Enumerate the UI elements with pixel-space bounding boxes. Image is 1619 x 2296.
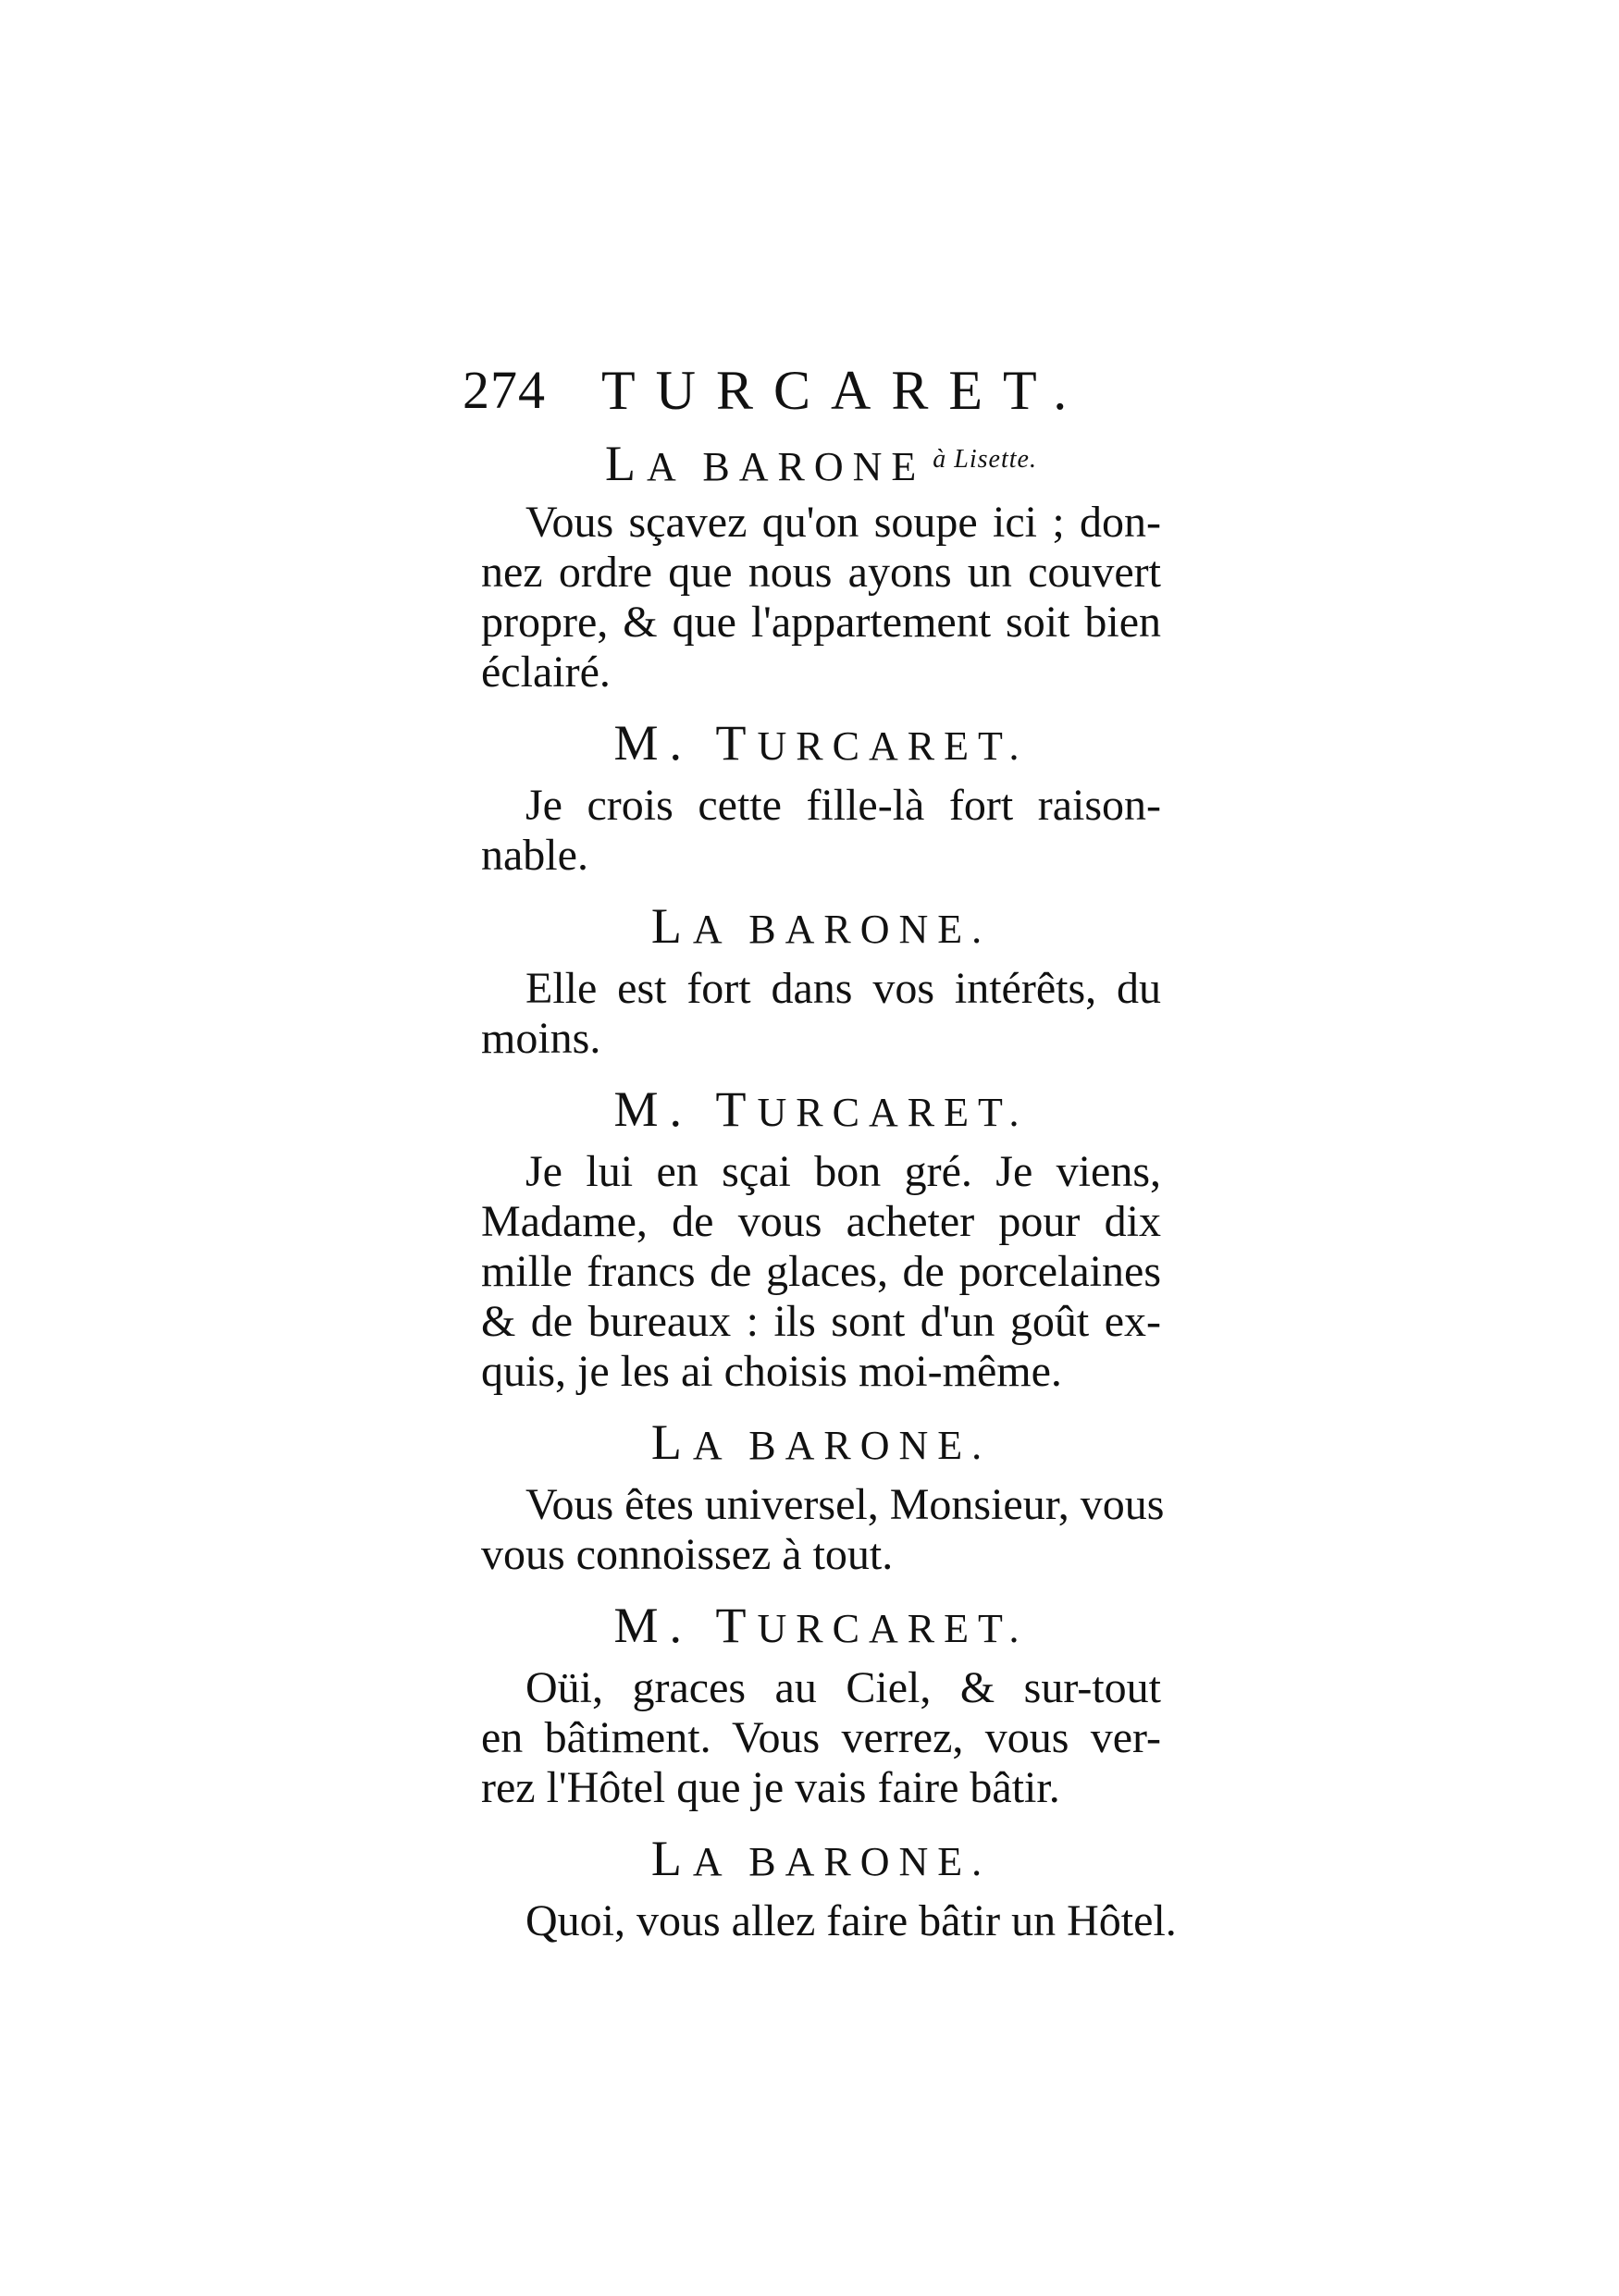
speaker-name: URCARET. <box>757 1090 1029 1135</box>
speaker-heading <box>481 715 1161 771</box>
text-line: en bâtiment. Vous verrez, vous ver- <box>481 1713 1161 1762</box>
text-line: Madame, de vous acheter pour dix <box>481 1197 1161 1246</box>
text-line: Je lui en sçai bon gré. Je viens, <box>525 1147 1161 1196</box>
speaker-heading <box>481 435 1161 491</box>
text-line: Je crois cette fille-là fort raison- <box>525 781 1161 830</box>
text-line: Vous êtes universel, Monsieur, vous <box>525 1480 1165 1529</box>
speaker-name: A BARONE <box>647 444 926 489</box>
speaker-initial: M. T <box>613 715 758 771</box>
speaker-heading <box>481 1831 1161 1886</box>
page-header <box>463 359 1088 424</box>
text-line: Oüi, graces au Ciel, & sur-tout <box>525 1663 1161 1712</box>
dialogue-paragraph <box>481 1480 1165 1580</box>
dialogue-paragraph <box>481 964 1161 1064</box>
text-line: Elle est fort dans vos intérêts, du <box>525 964 1161 1013</box>
text-line: rez l'Hôtel que je vais faire bâtir. <box>481 1763 1060 1812</box>
text-line: propre, & que l'appartement soit bien <box>481 598 1161 647</box>
speaker-name: A BARONE. <box>692 1423 992 1468</box>
dialogue-paragraph <box>481 1663 1161 1813</box>
text-line: nez ordre que nous ayons un couvert <box>481 548 1161 597</box>
text-line: moins. <box>481 1014 601 1063</box>
speaker-heading <box>481 898 1161 954</box>
stage-direction: à Lisette. <box>933 445 1037 474</box>
speaker-heading <box>481 1414 1161 1470</box>
text-line: mille francs de glaces, de porcelaines <box>481 1247 1161 1296</box>
dialogue-text <box>481 435 1177 1967</box>
speaker-name: URCARET. <box>757 1606 1029 1651</box>
text-line: nable. <box>481 831 588 880</box>
dialogue-paragraph <box>481 781 1161 881</box>
text-line: Quoi, vous allez faire bâtir un Hôtel. <box>525 1896 1177 1945</box>
text-line: quis, je les ai choisis moi-même. <box>481 1347 1062 1396</box>
speaker-initial: L <box>650 898 693 954</box>
speaker-heading <box>481 1598 1161 1653</box>
speaker-heading <box>481 1081 1161 1137</box>
text-line: éclairé. <box>481 648 611 697</box>
speaker-initial: L <box>650 1414 693 1470</box>
speaker-name: A BARONE. <box>692 1839 992 1884</box>
speaker-initial: L <box>605 436 648 491</box>
page-number: 274 <box>463 360 546 420</box>
speaker-initial: M. T <box>613 1598 758 1653</box>
speaker-initial: M. T <box>613 1081 758 1137</box>
speaker-initial: L <box>650 1831 693 1886</box>
text-line: vous connoissez à tout. <box>481 1530 894 1579</box>
dialogue-paragraph <box>481 498 1161 697</box>
running-title: TURCARET. <box>601 360 1088 421</box>
speaker-name: A BARONE. <box>692 907 992 952</box>
dialogue-paragraph <box>481 1896 1177 1946</box>
dialogue-paragraph <box>481 1147 1161 1397</box>
text-line: & de bureaux : ils sont d'un goût ex- <box>481 1297 1161 1346</box>
text-line: Vous sçavez qu'on soupe ici ; don- <box>525 498 1161 547</box>
speaker-name: URCARET. <box>757 723 1029 769</box>
